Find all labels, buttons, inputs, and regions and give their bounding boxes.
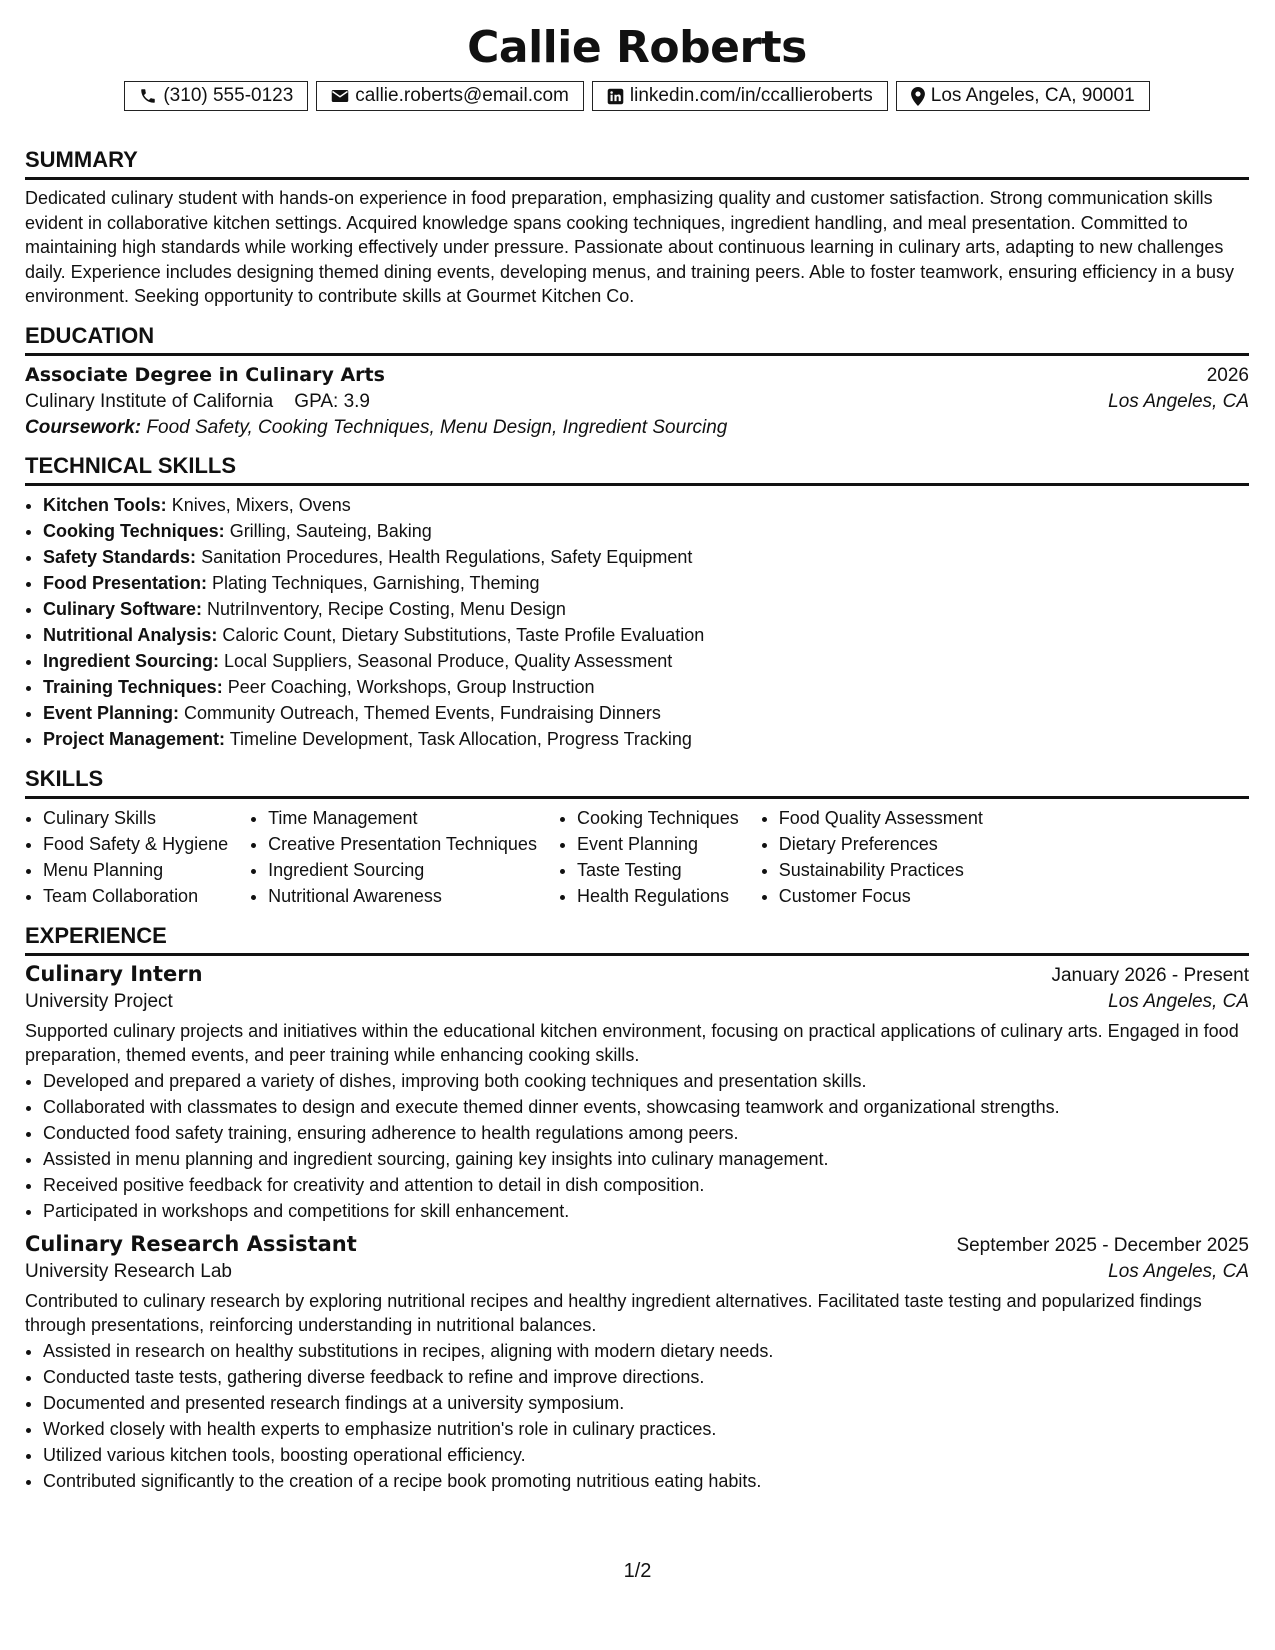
job-header xyxy=(25,962,1249,987)
skills-column xyxy=(250,805,537,909)
skill-category: Cooking Techniques: xyxy=(43,520,225,541)
job-header xyxy=(25,1232,1249,1257)
contact-email[interactable] xyxy=(316,81,584,111)
coursework-label: Coursework: xyxy=(25,416,142,438)
phone-text: (310) 555-0123 xyxy=(163,85,294,106)
skill-values: Caloric Count, Dietary Substitutions, Taste Profile Evaluation xyxy=(222,624,705,645)
skill-values: Timeline Development, Task Allocation, Progress Tracking xyxy=(229,728,692,749)
list-item: • Dietary Preferences xyxy=(779,831,983,857)
job-title: Culinary Research Assistant xyxy=(25,1231,357,1256)
skill-category: Training Techniques: xyxy=(43,676,223,697)
job-entry xyxy=(25,1232,1249,1494)
skill-values: Community Outreach, Themed Events, Fundraising Dinners xyxy=(184,702,661,723)
page-number: 1/2 xyxy=(623,1560,652,1582)
skill-category: Ingredient Sourcing: xyxy=(43,650,220,671)
list-item: • Sustainability Practices xyxy=(779,857,983,883)
skill-category: Project Management: xyxy=(43,728,226,749)
list-item: • Conducted taste tests, gathering diverse feedback to refine and improve directions. xyxy=(43,1364,1249,1390)
coursework-line xyxy=(25,417,1249,439)
skills-column xyxy=(25,805,228,909)
list-item xyxy=(43,674,1249,700)
technical-skills-list xyxy=(25,492,1249,752)
list-item: • Creative Presentation Techniques xyxy=(268,831,537,857)
list-item: • Food Safety & Hygiene xyxy=(43,831,228,857)
skills-column xyxy=(559,805,739,909)
skills-section xyxy=(25,766,1249,909)
contact-location xyxy=(896,81,1150,111)
skill-category: Event Planning: xyxy=(43,702,180,723)
skill-category: Safety Standards: xyxy=(43,546,197,567)
list-item: • Team Collaboration xyxy=(43,883,228,909)
list-item: • Contributed significantly to the creation of a recipe book promoting nutritious eating habits. xyxy=(43,1468,1249,1494)
list-item: • Cooking Techniques xyxy=(577,805,739,831)
list-item xyxy=(43,492,1249,518)
list-item xyxy=(43,570,1249,596)
job-entry xyxy=(25,962,1249,1224)
skill-category: Nutritional Analysis: xyxy=(43,624,218,645)
list-item xyxy=(43,544,1249,570)
skill-values: Sanitation Procedures, Health Regulations, Safety Equipment xyxy=(201,546,693,567)
job-title: Culinary Intern xyxy=(25,961,203,986)
linkedin-text: linkedin.com/in/ccallieroberts xyxy=(629,85,873,106)
job-summary: Supported culinary projects and initiatives within the educational kitchen environment, focusing on practical applications of culinary arts. Engaged in food preparation, themed events, and peer training while enhancing cooking skills. xyxy=(25,1020,1239,1065)
list-item xyxy=(43,622,1249,648)
contact-bar xyxy=(25,81,1249,111)
skill-values: Plating Techniques, Garnishing, Theming xyxy=(212,572,540,593)
list-item: • Ingredient Sourcing xyxy=(268,857,537,883)
envelope-icon xyxy=(331,88,349,104)
list-item: • Documented and presented research findings at a university symposium. xyxy=(43,1390,1249,1416)
section-title: SUMMARY xyxy=(25,147,1249,180)
list-item: • Assisted in menu planning and ingredient sourcing, gaining key insights into culinary management. xyxy=(43,1146,1249,1172)
list-item: • Utilized various kitchen tools, boosting operational efficiency. xyxy=(43,1442,1249,1468)
job-org-row xyxy=(25,991,1249,1013)
skill-values: Grilling, Sauteing, Baking xyxy=(229,520,432,541)
skill-category: Food Presentation: xyxy=(43,572,208,593)
list-item: • Nutritional Awareness xyxy=(268,883,537,909)
list-item: • Menu Planning xyxy=(43,857,228,883)
list-item: • Time Management xyxy=(268,805,537,831)
list-item xyxy=(43,726,1249,752)
phone-icon xyxy=(139,87,157,105)
job-bullets xyxy=(25,1068,1249,1224)
degree-row xyxy=(25,364,1249,387)
list-item: • Assisted in research on healthy substitutions in recipes, aligning with modern dietary needs. xyxy=(43,1338,1249,1364)
list-item: • Collaborated with classmates to design and execute themed dinner events, showcasing teamwork and organizational strengths. xyxy=(43,1094,1249,1120)
skills-grid xyxy=(25,805,1249,909)
skill-values: Knives, Mixers, Ovens xyxy=(171,494,351,515)
section-title: EDUCATION xyxy=(25,323,1249,356)
school-name: Culinary Institute of California xyxy=(25,390,274,412)
school-location: Los Angeles, CA xyxy=(1108,390,1249,412)
list-item: • Culinary Skills xyxy=(43,805,228,831)
education-section xyxy=(25,323,1249,439)
email-text: callie.roberts@email.com xyxy=(355,85,569,106)
job-dates: September 2025 - December 2025 xyxy=(956,1234,1249,1256)
list-item xyxy=(43,518,1249,544)
degree-name: Associate Degree in Culinary Arts xyxy=(25,363,385,386)
experience-section xyxy=(25,923,1249,1494)
list-item: • Event Planning xyxy=(577,831,739,857)
list-item: • Health Regulations xyxy=(577,883,739,909)
graduation-year: 2026 xyxy=(1206,364,1249,386)
list-item xyxy=(43,596,1249,622)
summary-text: Dedicated culinary student with hands-on experience in food preparation, emphasizing quality and customer satisfaction. Strong communication skills evident in collaborative kitchen settings. Acquired knowledge spans cooking techniques, ingredient handling, and meal presentation. Committed to maintaining high standards while working effectively under pressure. Passionate about continuous learning in culinary arts, adapting to new challenges daily. Experience includes designing themed dining events, developing menus, and training peers. Able to foster teamwork, ensuring efficiency in a busy environment. Seeking opportunity to contribute skills at Gourmet Kitchen Co. xyxy=(25,188,1235,306)
list-item: • Received positive feedback for creativity and attention to detail in dish composition. xyxy=(43,1172,1249,1198)
job-location: Los Angeles, CA xyxy=(1108,1260,1249,1282)
list-item: • Developed and prepared a variety of dishes, improving both cooking techniques and presentation skills. xyxy=(43,1068,1249,1094)
skill-values: NutriInventory, Recipe Costing, Menu Design xyxy=(207,598,566,619)
summary-section xyxy=(25,147,1249,309)
list-item: • Taste Testing xyxy=(577,857,739,883)
list-item: • Conducted food safety training, ensuring adherence to health regulations among peers. xyxy=(43,1120,1249,1146)
list-item: • Worked closely with health experts to emphasize nutrition's role in culinary practices. xyxy=(43,1416,1249,1442)
job-location: Los Angeles, CA xyxy=(1108,990,1249,1012)
job-org-row xyxy=(25,1261,1249,1283)
school-row xyxy=(25,391,1249,413)
location-text: Los Angeles, CA, 90001 xyxy=(930,85,1135,106)
skill-values: Local Suppliers, Seasonal Produce, Quality Assessment xyxy=(224,650,673,671)
list-item xyxy=(43,700,1249,726)
coursework-list: Food Safety, Cooking Techniques, Menu Design, Ingredient Sourcing xyxy=(146,416,728,438)
job-organization: University Project xyxy=(25,990,173,1012)
linkedin-icon xyxy=(607,88,624,105)
job-dates: January 2026 - Present xyxy=(1051,964,1249,986)
job-organization: University Research Lab xyxy=(25,1260,232,1282)
technical-skills-section xyxy=(25,453,1249,752)
job-bullets xyxy=(25,1338,1249,1494)
section-title: EXPERIENCE xyxy=(25,923,1249,956)
job-summary: Contributed to culinary research by exploring nutritional recipes and healthy ingredient alternatives. Facilitated taste testing and popularized findings through presentations, reinforcing understanding in nutritional balances. xyxy=(25,1290,1202,1335)
section-title: SKILLS xyxy=(25,766,1249,799)
skills-column xyxy=(761,805,983,909)
candidate-name: Callie Roberts xyxy=(467,22,807,73)
list-item xyxy=(43,648,1249,674)
gpa: GPA: 3.9 xyxy=(294,390,370,412)
list-item: • Participated in workshops and competitions for skill enhancement. xyxy=(43,1198,1249,1224)
list-item: • Customer Focus xyxy=(779,883,983,909)
skill-category: Kitchen Tools: xyxy=(43,494,167,515)
skill-category: Culinary Software: xyxy=(43,598,203,619)
contact-phone[interactable] xyxy=(124,81,308,111)
skill-values: Peer Coaching, Workshops, Group Instruction xyxy=(227,676,595,697)
map-pin-icon xyxy=(911,87,925,106)
section-title: TECHNICAL SKILLS xyxy=(25,453,1249,486)
contact-linkedin[interactable] xyxy=(592,81,888,111)
list-item: • Food Quality Assessment xyxy=(779,805,983,831)
resume-page xyxy=(25,18,1249,1494)
